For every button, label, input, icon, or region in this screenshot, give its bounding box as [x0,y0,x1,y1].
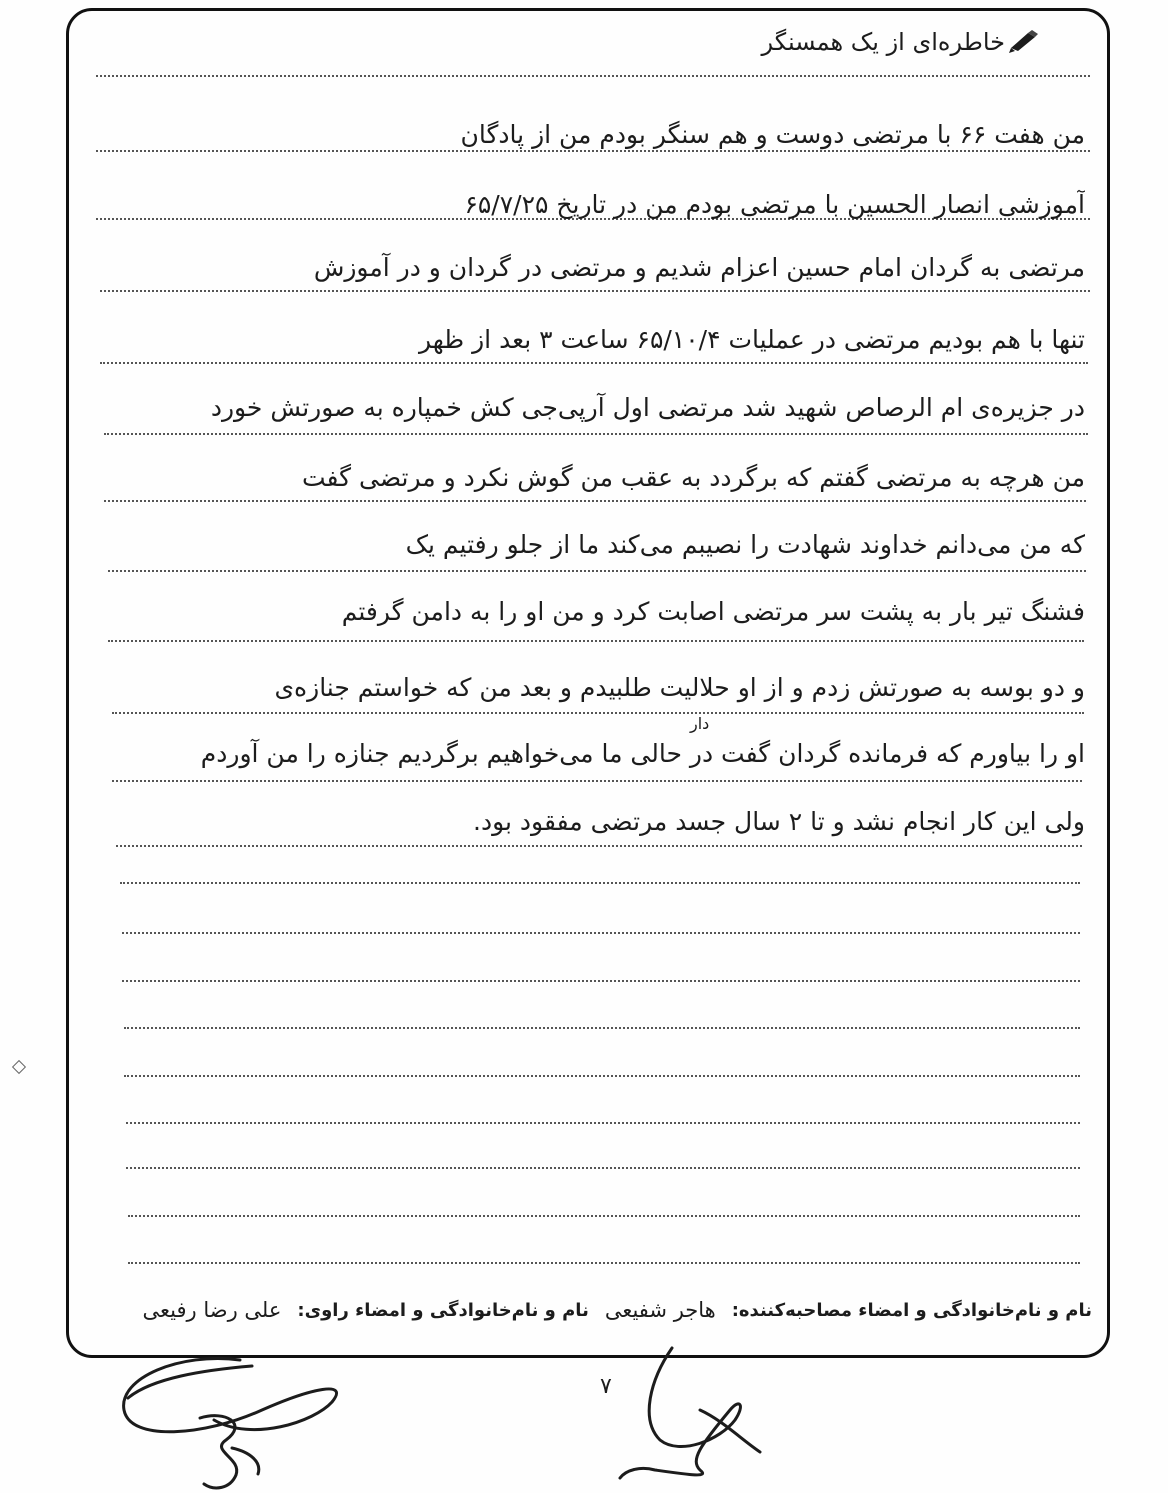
interviewer-label: نام و نام‌خانوادگی و امضاء مصاحبه‌کننده: [731,1299,1092,1321]
dotted-rule [122,980,1080,982]
memoir-line-3: مرتضی به گردان امام حسین اعزام شدیم و مرتضی در گردان و در آموزش [313,253,1085,282]
page-number: ۷ [600,1374,612,1399]
dotted-rule [104,433,1088,435]
memoir-line-11: ولی این کار انجام نشد و تا ۲ سال جسد مرتضی مفقود بود. [473,807,1085,836]
pen-icon [1008,28,1040,54]
dotted-rule [124,1075,1080,1077]
inserted-word: دار [690,714,710,733]
memoir-line-6: من هرچه به مرتضی گفتم که برگردد به عقب من گوش نکرد و مرتضی گفت [301,463,1085,492]
dotted-rule [122,932,1080,934]
dotted-rule [108,570,1086,572]
dotted-rule [100,290,1090,292]
dotted-rule [104,500,1086,502]
signature-row [96,1290,1092,1330]
memoir-line-2: آموزشی انصار الحسین با مرتضی بودم من در تاریخ ۶۵/۷/۲۵ [464,190,1085,219]
page-title: خاطره‌ای از یک همسنگر [761,28,1005,56]
memoir-line-1: من هفت ۶۶ با مرتضی دوست و هم سنگر بودم من از پادگان [460,120,1085,149]
dotted-rule [96,75,1090,77]
dotted-rule [120,882,1080,884]
memoir-line-5: در جزیره‌ی ام الرصاص شهید شد مرتضی اول آرپی‌جی کش خمپاره به صورتش خورد [210,393,1085,422]
dotted-rule [126,1122,1080,1124]
memoir-line-10: او را بیاورم که فرمانده گردان گفت در حالی ما می‌خواهیم برگردیم جنازه را من آوردم [200,739,1085,768]
dotted-rule [112,712,1084,714]
interviewer-signature [620,1348,760,1478]
dotted-rule [116,845,1082,847]
memoir-line-7: که من می‌دانم خداوند شهادت را نصیبم می‌کند ما از جلو رفتیم یک [405,530,1085,559]
narrator-label: نام و نام‌خانوادگی و امضاء راوی: [297,1299,589,1321]
memoir-line-8: فشنگ تیر بار به پشت سر مرتضی اصابت کرد و من او را به دامن گرفتم [341,597,1085,626]
memoir-line-4: تنها با هم بودیم مرتضی در عملیات ۶۵/۱۰/۴ ساعت ۳ بعد از ظهر [418,325,1085,354]
dotted-rule [124,1027,1080,1029]
dotted-rule [100,362,1088,364]
narrator-name: علی رضا رفیعی [142,1298,282,1322]
memoir-line-9: و دو بوسه به صورتش زدم و از او حلالیت طلبیدم و بعد من که خواستم جنازه‌ی [274,673,1085,702]
dotted-rule [112,780,1082,782]
dotted-rule [126,1167,1080,1169]
dotted-rule [108,640,1084,642]
narrator-signature [124,1359,337,1488]
dotted-rule [128,1215,1080,1217]
dotted-rule [128,1262,1080,1264]
scan-mark [12,1060,26,1074]
interviewer-name: هاجر شفیعی [604,1298,716,1322]
